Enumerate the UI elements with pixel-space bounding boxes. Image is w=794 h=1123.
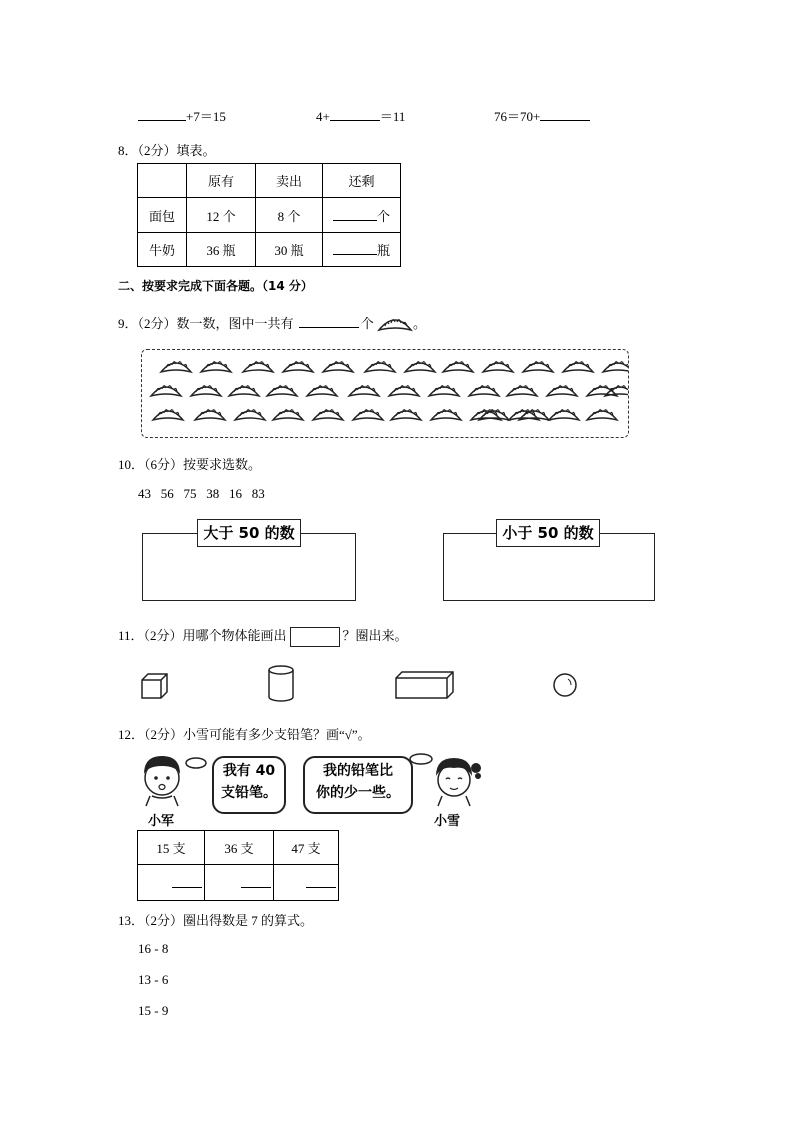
- thought-dot-icon: [184, 756, 208, 770]
- cylinder-icon[interactable]: [266, 664, 296, 704]
- dumpling-icon: [405, 362, 435, 372]
- option-label: 47 支: [274, 831, 339, 865]
- table-header: 还剩: [323, 164, 401, 198]
- q11-question: [118, 625, 408, 647]
- table-cell: 12 个: [187, 198, 256, 233]
- answer-blank[interactable]: [330, 108, 380, 121]
- boy-avatar-icon: [136, 752, 188, 808]
- q10-title: 10．（6分）按要求选数。: [118, 457, 262, 472]
- q9-text: 9．（2分）数一数，图中一共有: [118, 316, 294, 331]
- dumpling-icon: [201, 362, 231, 372]
- q9-end: 。: [413, 316, 427, 331]
- table-header: 卖出: [256, 164, 323, 198]
- dumpling-icon: [483, 362, 513, 372]
- dumpling-icon: [161, 362, 191, 372]
- answer-blank[interactable]: [540, 108, 590, 121]
- answer-blank[interactable]: [138, 108, 186, 121]
- option-label: 15 支: [138, 831, 205, 865]
- dumpling-icon: [229, 386, 259, 396]
- cube-icon[interactable]: [140, 672, 170, 700]
- check-cell[interactable]: [274, 865, 339, 901]
- equation-2-suffix: ＝11: [379, 109, 406, 124]
- q12-options-table: [137, 830, 339, 901]
- unit-label: 瓶: [376, 243, 390, 258]
- dumpling-icon: [353, 410, 383, 420]
- answer-cell[interactable]: [323, 198, 401, 233]
- girl-name: 小雪: [434, 814, 461, 829]
- number-list: 43 56 75 38 16 83: [138, 486, 265, 501]
- dumpling-icon: [563, 362, 593, 372]
- boy-name: 小军: [148, 814, 175, 829]
- dumpling-icon: [431, 410, 461, 420]
- dumpling-icon: [547, 386, 577, 396]
- table-cell: 8 个: [256, 198, 323, 233]
- boy-speech-bubble: 我有 40 支铅笔。: [212, 756, 286, 814]
- table-cell: 面包: [138, 198, 187, 233]
- dumpling-icon: [391, 410, 421, 420]
- dumpling-group: [142, 350, 628, 437]
- table-cell: 36 瓶: [187, 233, 256, 267]
- dumpling-icon: [151, 386, 181, 396]
- equation-1: +7＝15: [186, 109, 226, 124]
- dumpling-icon: [243, 362, 273, 372]
- q8-title: 8．（2分）填表。: [118, 143, 216, 158]
- dumpling-icon: [429, 386, 459, 396]
- answer-blank[interactable]: [299, 315, 359, 328]
- dumpling-icon: [507, 386, 537, 396]
- q13-title: 13．（2分）圈出得数是 7 的算式。: [118, 913, 314, 928]
- less-than-50-label: 小于 50 的数: [496, 519, 600, 547]
- expression-item[interactable]: 16 - 8: [138, 941, 169, 956]
- equation-3: 76＝70+: [494, 109, 541, 124]
- dumpling-icon: [195, 410, 225, 420]
- q7-equation-3: [494, 106, 590, 125]
- q7-equation-2: [316, 106, 405, 125]
- expression-item[interactable]: 13 - 6: [138, 972, 169, 987]
- dumpling-icon: [191, 386, 221, 396]
- dumpling-icon: [377, 316, 413, 334]
- dumpling-icon: [283, 362, 313, 372]
- dumpling-icon: [323, 362, 353, 372]
- answer-cell[interactable]: [323, 233, 401, 267]
- table-cell: 30 瓶: [256, 233, 323, 267]
- dumpling-icon: [273, 410, 303, 420]
- check-cell[interactable]: [205, 865, 274, 901]
- q12-title: 12．（2分）小雪可能有多少支铅笔？画“√”。: [118, 727, 371, 742]
- cuboid-icon[interactable]: [394, 670, 456, 700]
- option-label: 36 支: [205, 831, 274, 865]
- dumpling-icon: [549, 410, 579, 420]
- dumpling-box: [141, 349, 629, 438]
- sphere-icon[interactable]: [551, 671, 579, 699]
- dumpling-icon: [469, 386, 499, 396]
- dumpling-icon: [235, 410, 265, 420]
- equation-2-prefix: 4+: [316, 109, 330, 124]
- q8-table: [137, 163, 401, 267]
- unit-label: 个: [376, 208, 390, 224]
- girl-speech-bubble: 我的铅笔比 你的少一些。: [303, 756, 413, 814]
- check-cell[interactable]: [138, 865, 205, 901]
- dumpling-icon: [153, 410, 183, 420]
- dumpling-icon: [443, 362, 473, 372]
- dumpling-icon: [307, 386, 337, 396]
- q9-question: [118, 313, 426, 334]
- dumpling-icon: [523, 362, 553, 372]
- dumpling-icon: [365, 362, 395, 372]
- table-cell: 牛奶: [138, 233, 187, 267]
- q7-equation-row: [138, 106, 226, 125]
- dumpling-icon: [587, 410, 617, 420]
- dumpling-icon: [389, 386, 419, 396]
- rectangle-shape-icon: [290, 627, 340, 647]
- dumpling-icon: [313, 410, 343, 420]
- q9-text-after: 个: [360, 316, 374, 331]
- dumpling-icon: [267, 386, 297, 396]
- dumpling-icon: [349, 386, 379, 396]
- q11-text: 11．（2分）用哪个物体能画出: [118, 628, 287, 643]
- table-header: 原有: [187, 164, 256, 198]
- section-heading: 二、按要求完成下面各题。（14 分）: [118, 279, 313, 293]
- table-header: [138, 164, 187, 198]
- q11-text-after: ？圈出来。: [342, 628, 408, 643]
- dumpling-icon: [603, 362, 628, 372]
- expression-item[interactable]: 15 - 9: [138, 1003, 169, 1018]
- girl-avatar-icon: [426, 752, 484, 808]
- greater-than-50-label: 大于 50 的数: [197, 519, 301, 547]
